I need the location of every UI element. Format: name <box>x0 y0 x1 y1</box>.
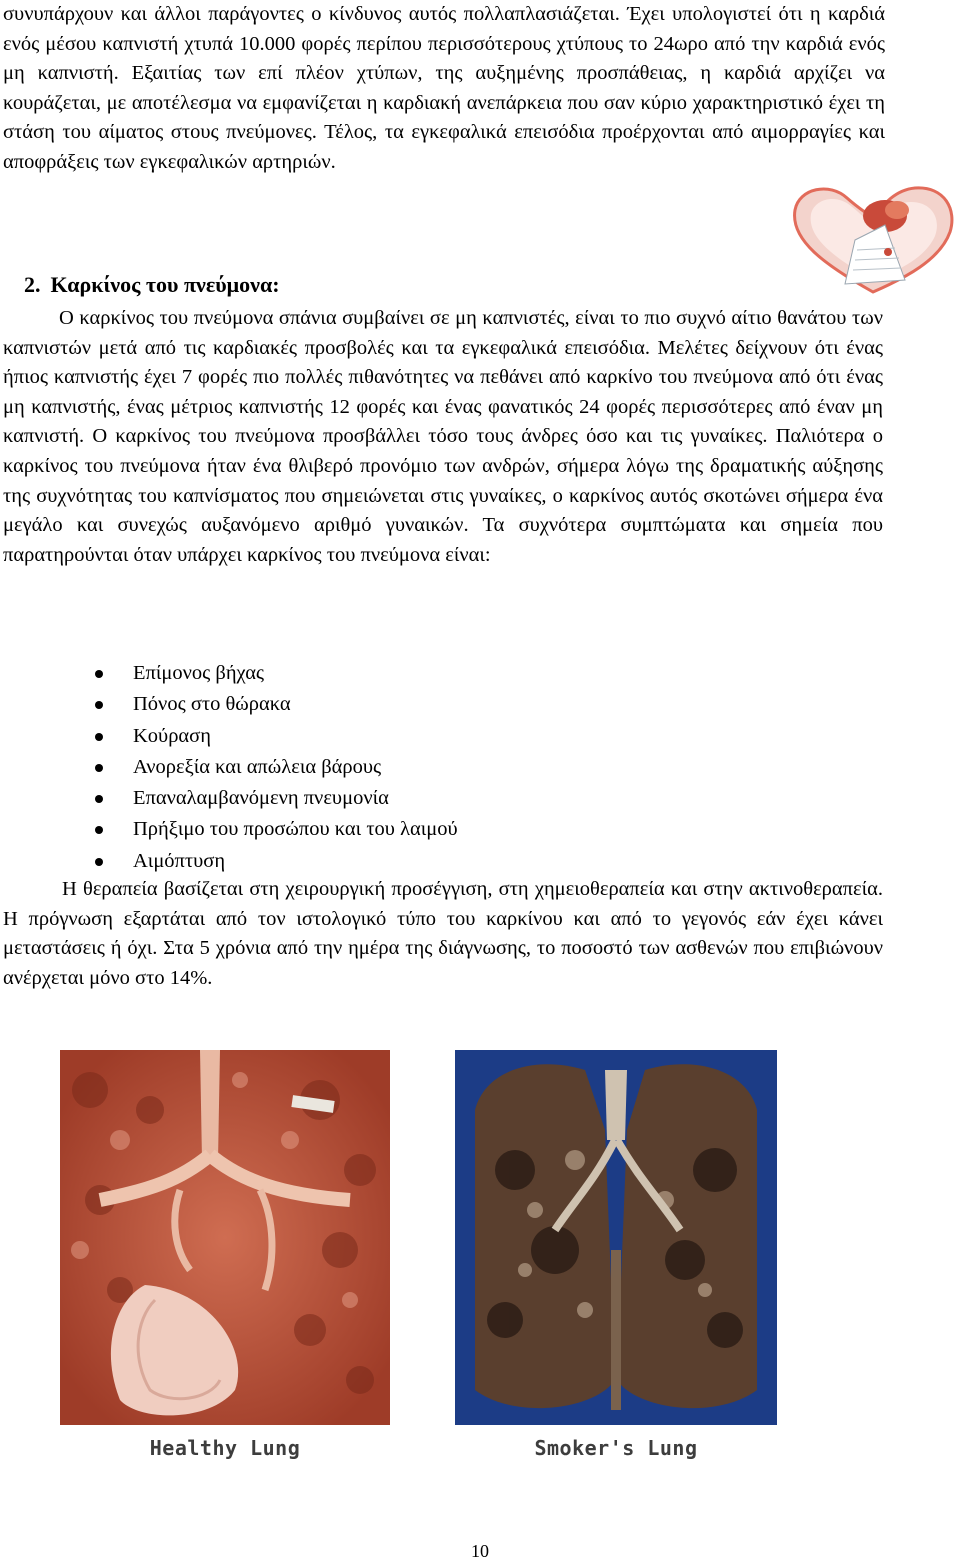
intro-line: έχει τη στάση του αίματος στους πνεύμονες. Τέλος, τα εγκεφαλικά επεισόδια <box>3 91 886 144</box>
list-item: Πρήξιμο του προσώπου και του λαιμού <box>0 814 458 845</box>
section-number: 2. <box>24 272 41 297</box>
list-item: Κούραση <box>0 721 458 752</box>
healthy-lung-caption: Healthy Lung <box>149 1436 301 1460</box>
intro-line: προέρχονται από αιμορραγίες και αποφράξεις των εγκεφαλικών αρτηριών. <box>3 121 885 173</box>
intro-line: επί πλέον χτύπων, της αυξημένης προσπάθειας, η καρδιά αρχίζει να κουράζεται, με <box>3 62 886 114</box>
section-heading <box>24 270 280 300</box>
list-item: Πόνος στο θώρακα <box>0 689 458 720</box>
treatment-text: Η θεραπεία βασίζεται στη χειρουργική προσέγγιση, στη χημειοθεραπεία και στην ακτινοθεραπεία. Η πρόγνωση εξαρτάται από τον ιστολογικό τύπο του καρκίνου και από το γεγονός εάν έχει κάνει μεταστάσεις ή όχι. Στα 5 χρόνια από την ημέρα της διάγνωσης, το ποσοστό των ασθενών που επιβιώνουν ανέρχεται μόνο στο 14%. <box>3 878 883 989</box>
healthy-lung-photo <box>60 1050 390 1425</box>
page-number: 10 <box>471 1541 489 1561</box>
section-title: Καρκίνος του πνεύμονα: <box>50 272 280 297</box>
treatment-paragraph <box>3 875 883 993</box>
intro-line: περισσότερους χτύπους το 24ωρο από την καρδιά ενός μη καπνιστή. Εξαιτίας των <box>3 32 885 85</box>
lung-cancer-paragraph <box>3 304 883 570</box>
list-item: Επίμονος βήχας <box>0 658 458 689</box>
smoker-lung-figure <box>455 1050 777 1470</box>
list-item: Επαναλαμβανόμενη πνευμονία <box>0 783 458 814</box>
lung-cancer-text: Ο καρκίνος του πνεύμονα σπάνια συμβαίνει σε μη καπνιστές, είναι το πιο συχνό αίτιο θανάτου των καπνιστών μετά από τις καρδιακές προσβολές και τα εγκεφαλικά επεισόδια. Μελέτες δείχνουν ότι ένας ήπιος καπνιστής έχει 7 φορές πιο πολλές πιθανότητες να πεθάνει από καρκίνο του πνεύμονα από ότι ένας μη καπνιστής, ένας μέτριος καπνιστής 12 φορές και ένας φανατικός 24 φορές περισσότερες από έναν μη καπνιστή. Ο καρκίνος του πνεύμονα προσβάλλει τόσο τους άνδρες όσο και τις γυναίκες. Παλιότερα ο καρκίνος του πνεύμονα ήταν ένα θλιβερό προνόμιο των ανδρών, σήμερα λόγω της δραματικής αύξησης της συχνότητας του καπνίσματος που σημειώνεται στις γυναίκες, ο καρκίνος αυτός σκοτώνει σήμερα ένα μεγάλο και συνεχώς αυξανόμενο αριθμό γυναικών. Τα συχνότερα συμπτώματα και σημεία που παρατηρούνται όταν υπάρχει καρκίνος του πνεύμονα είναι: <box>3 307 883 566</box>
heart-illustration <box>785 180 960 295</box>
smoker-lung-photo <box>455 1050 777 1425</box>
list-item: Ανορεξία και απώλεια βάρους <box>0 752 458 783</box>
intro-line: συνυπάρχουν και άλλοι παράγοντες ο κίνδυνος αυτός πολλαπλασιάζεται. Έχει <box>3 3 665 25</box>
intro-line: υπολογιστεί ότι η καρδιά ενός μέσου καπνιστή χτυπά 10.000 φορές περίπου <box>3 3 885 55</box>
list-item: Αιμόπτυση <box>0 846 458 877</box>
intro-paragraph <box>3 0 885 178</box>
intro-line: αποτέλεσμα να εμφανίζεται η καρδιακή ανεπάρκεια που σαν κύριο χαρακτηριστικό <box>131 91 823 114</box>
smoker-lung-caption: Smoker's Lung <box>534 1436 698 1460</box>
healthy-lung-figure <box>60 1050 390 1470</box>
symptoms-list <box>0 658 458 877</box>
